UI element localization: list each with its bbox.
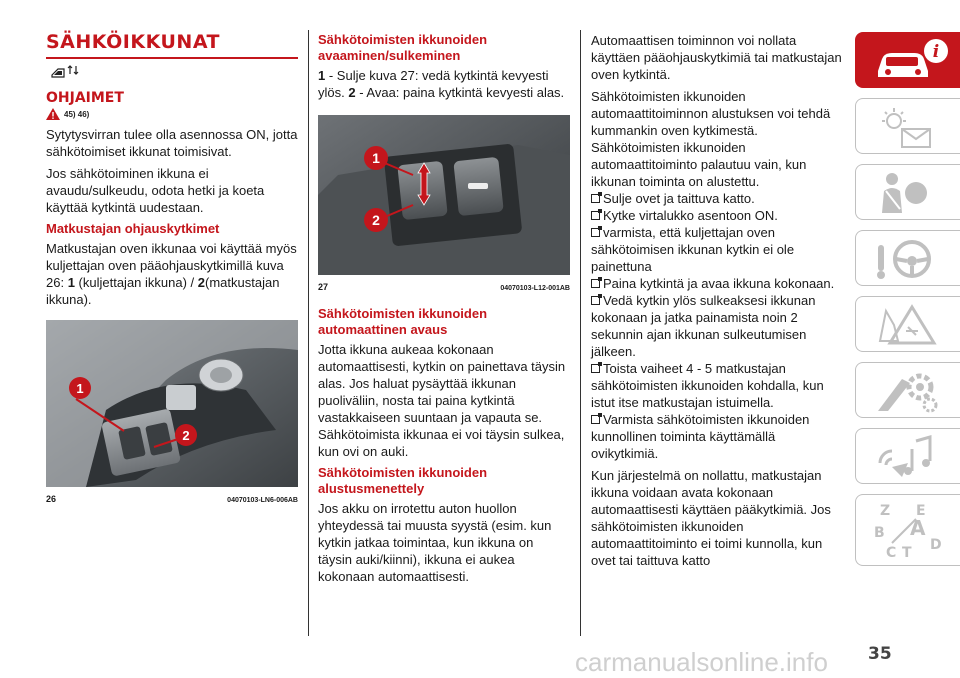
- list-item: Varmista sähkötoimisten ikkunoiden kunnollinen toiminta käyttämällä ovikytkimiä.: [591, 412, 810, 461]
- heading-auto-open: Sähkötoimisten ikkunoiden automaattinen avaus: [318, 306, 488, 337]
- dashboard-lights-icon: [872, 103, 952, 151]
- warning-triangle-icon: [872, 301, 952, 349]
- maintenance-gear-icon: [872, 367, 952, 415]
- list-item: Vedä kytkin ylös sulkeaksesi ikkunan kokonaan ja jatka painamista noin 2 sekunnin ajan ikkunan sulkeutumisen jälkeen.: [591, 293, 816, 359]
- column-divider-1: [308, 30, 309, 636]
- tab-dashboard-lights[interactable]: [855, 98, 960, 154]
- figure-26: [46, 320, 298, 504]
- column-2: [318, 32, 570, 590]
- figure-number: 26: [46, 494, 57, 504]
- svg-text:i: i: [932, 42, 940, 62]
- figure-code: 04070103-LN6-006AB: [227, 497, 298, 504]
- column-divider-2: [580, 30, 581, 636]
- svg-text:A: A: [910, 516, 926, 540]
- paragraph: Automaattisen toiminnon voi nollata käyttäen pääohjauskytkimiä tai matkustajan oven kytkintä.: [591, 33, 842, 82]
- window-icon: [50, 65, 298, 86]
- list-item: Sulje ovet ja taittuva katto.: [591, 190, 843, 207]
- car-info-icon: [872, 37, 952, 85]
- seatbelt-airbag-icon: [872, 169, 952, 217]
- figure-callout: 2: [182, 428, 190, 443]
- title-rule: [46, 57, 298, 59]
- list-item: varmista, että kuljettajan oven sähkötoimisen ikkunan kytkin ei ole painettuna: [591, 225, 795, 274]
- paragraph: Jos sähkötoiminen ikkuna ei avaudu/sulkeudu, odota hetki ja koeta käyttää kytkintä uudestaan.: [46, 166, 265, 215]
- list-item: Kytke virtalukko asentoon ON.: [591, 207, 843, 224]
- svg-text:Z: Z: [880, 503, 891, 519]
- multimedia-icon: [872, 433, 952, 481]
- tab-emergency[interactable]: [855, 296, 960, 352]
- column-1: [46, 28, 298, 504]
- list-item: Paina kytkintä ja avaa ikkuna kokonaan.: [591, 275, 843, 292]
- heading-passenger-switches: Matkustajan ohjauskytkimet: [46, 221, 220, 236]
- index-letters-icon: [872, 499, 952, 563]
- tab-multimedia[interactable]: [855, 428, 960, 484]
- door-panel-photo: [46, 320, 298, 487]
- svg-text:B: B: [874, 525, 885, 541]
- svg-text:D: D: [930, 537, 942, 553]
- tab-index[interactable]: [855, 494, 960, 566]
- steering-wheel-icon: [872, 235, 952, 283]
- tab-maintenance[interactable]: [855, 362, 960, 418]
- paragraph-switches: Matkustajan oven ikkunaa voi käyttää myös kuljettajan oven pääohjauskytkimillä kuva 26: 1 (kuljettajan ikkuna) / 2(matkustajan ikkuna).: [46, 241, 297, 307]
- figure-27: [318, 115, 570, 292]
- paragraph-initialization: Jos akku on irrotettu auton huollon yhteydessä tai muusta syystä (esim. kun kytkin jatkaa toimintaa, kun ikkuna on täysin auki/kiinni), ikkuna ei aukea kokonaan automaattisesti.: [318, 501, 552, 584]
- section-title: SÄHKÖIKKUNAT: [46, 31, 221, 53]
- page-number: 35: [868, 644, 892, 664]
- checkbox-bullet-icon: [591, 415, 600, 424]
- checkbox-bullet-icon: [591, 211, 600, 220]
- figure-callout: 1: [372, 150, 380, 166]
- svg-text:C: C: [886, 545, 897, 561]
- warning-reference: [46, 108, 298, 120]
- warning-triangle-icon: [46, 108, 60, 120]
- steps-list: [591, 190, 843, 462]
- checkbox-bullet-icon: [591, 279, 600, 288]
- figure-caption: [318, 282, 570, 292]
- figure-number: 27: [318, 282, 329, 292]
- checkbox-bullet-icon: [591, 228, 600, 237]
- tab-driving[interactable]: [855, 230, 960, 286]
- figure-caption: [46, 494, 298, 504]
- figure-code: 04070103-L12-001AB: [500, 285, 570, 292]
- checkbox-bullet-icon: [591, 194, 600, 203]
- tab-safety[interactable]: [855, 164, 960, 220]
- heading-open-close: Sähkötoimisten ikkunoiden avaaminen/sulkeminen: [318, 32, 488, 63]
- svg-text:T: T: [902, 545, 912, 561]
- warning-refs: 45) 46): [64, 109, 90, 119]
- checkbox-bullet-icon: [591, 364, 600, 373]
- checkbox-bullet-icon: [591, 296, 600, 305]
- figure-callout: 1: [76, 381, 84, 396]
- figure-callout: 2: [372, 212, 380, 228]
- subsection-title: OHJAIMET: [46, 90, 124, 106]
- svg-text:E: E: [916, 503, 926, 519]
- window-switch-photo: [318, 115, 570, 275]
- paragraph: Sähkötoimisten ikkunoiden automaattitoiminnon alustuksen voi tehdä kummankin oven kytkimestä.: [591, 89, 831, 138]
- paragraph: Sähkötoimisten ikkunoiden automaattitoiminto palautuu vain, kun ikkunan toiminta on alustettu.: [591, 140, 807, 189]
- tab-car-info[interactable]: [855, 32, 960, 88]
- paragraph-auto-open: Jotta ikkuna aukeaa kokonaan automaattisesti, kytkin on painettava täysin alas. Jos haluat pysäyttää ikkunan puoliväliin, nosta tai paina kytkintä vastakkaiseen suuntaan ja vapauta se. Sähkötoimista ikkunaa ei voi täysin sulkea, kun ovi on auki.: [318, 342, 566, 459]
- paragraph: Sytytysvirran tulee olla asennossa ON, jotta sähkötoimiset ikkunat toimisivat.: [46, 127, 298, 159]
- list-item: Toista vaiheet 4 - 5 matkustajan sähkötoimisten ikkunoiden kohdalla, kun istut itse matkustajan istuimella.: [591, 361, 824, 410]
- watermark: carmanualsonline.info: [575, 647, 828, 677]
- column-3: [591, 32, 843, 574]
- heading-initialization: Sähkötoimisten ikkunoiden alustusmenettely: [318, 465, 488, 496]
- paragraph: Kun järjestelmä on nollattu, matkustajan ikkuna voidaan avata kokonaan automaattisesti käyttäen pääkytkimiä. Jos sähkötoimisten ikkunoiden automaattitoiminto ei toimi kunnolla, kun ovet tai taittuva katto: [591, 468, 831, 568]
- paragraph-open-close: 1 - Sulje kuva 27: vedä kytkintä kevyesti ylös. 2 - Avaa: paina kytkintä kevyesti alas.: [318, 68, 565, 100]
